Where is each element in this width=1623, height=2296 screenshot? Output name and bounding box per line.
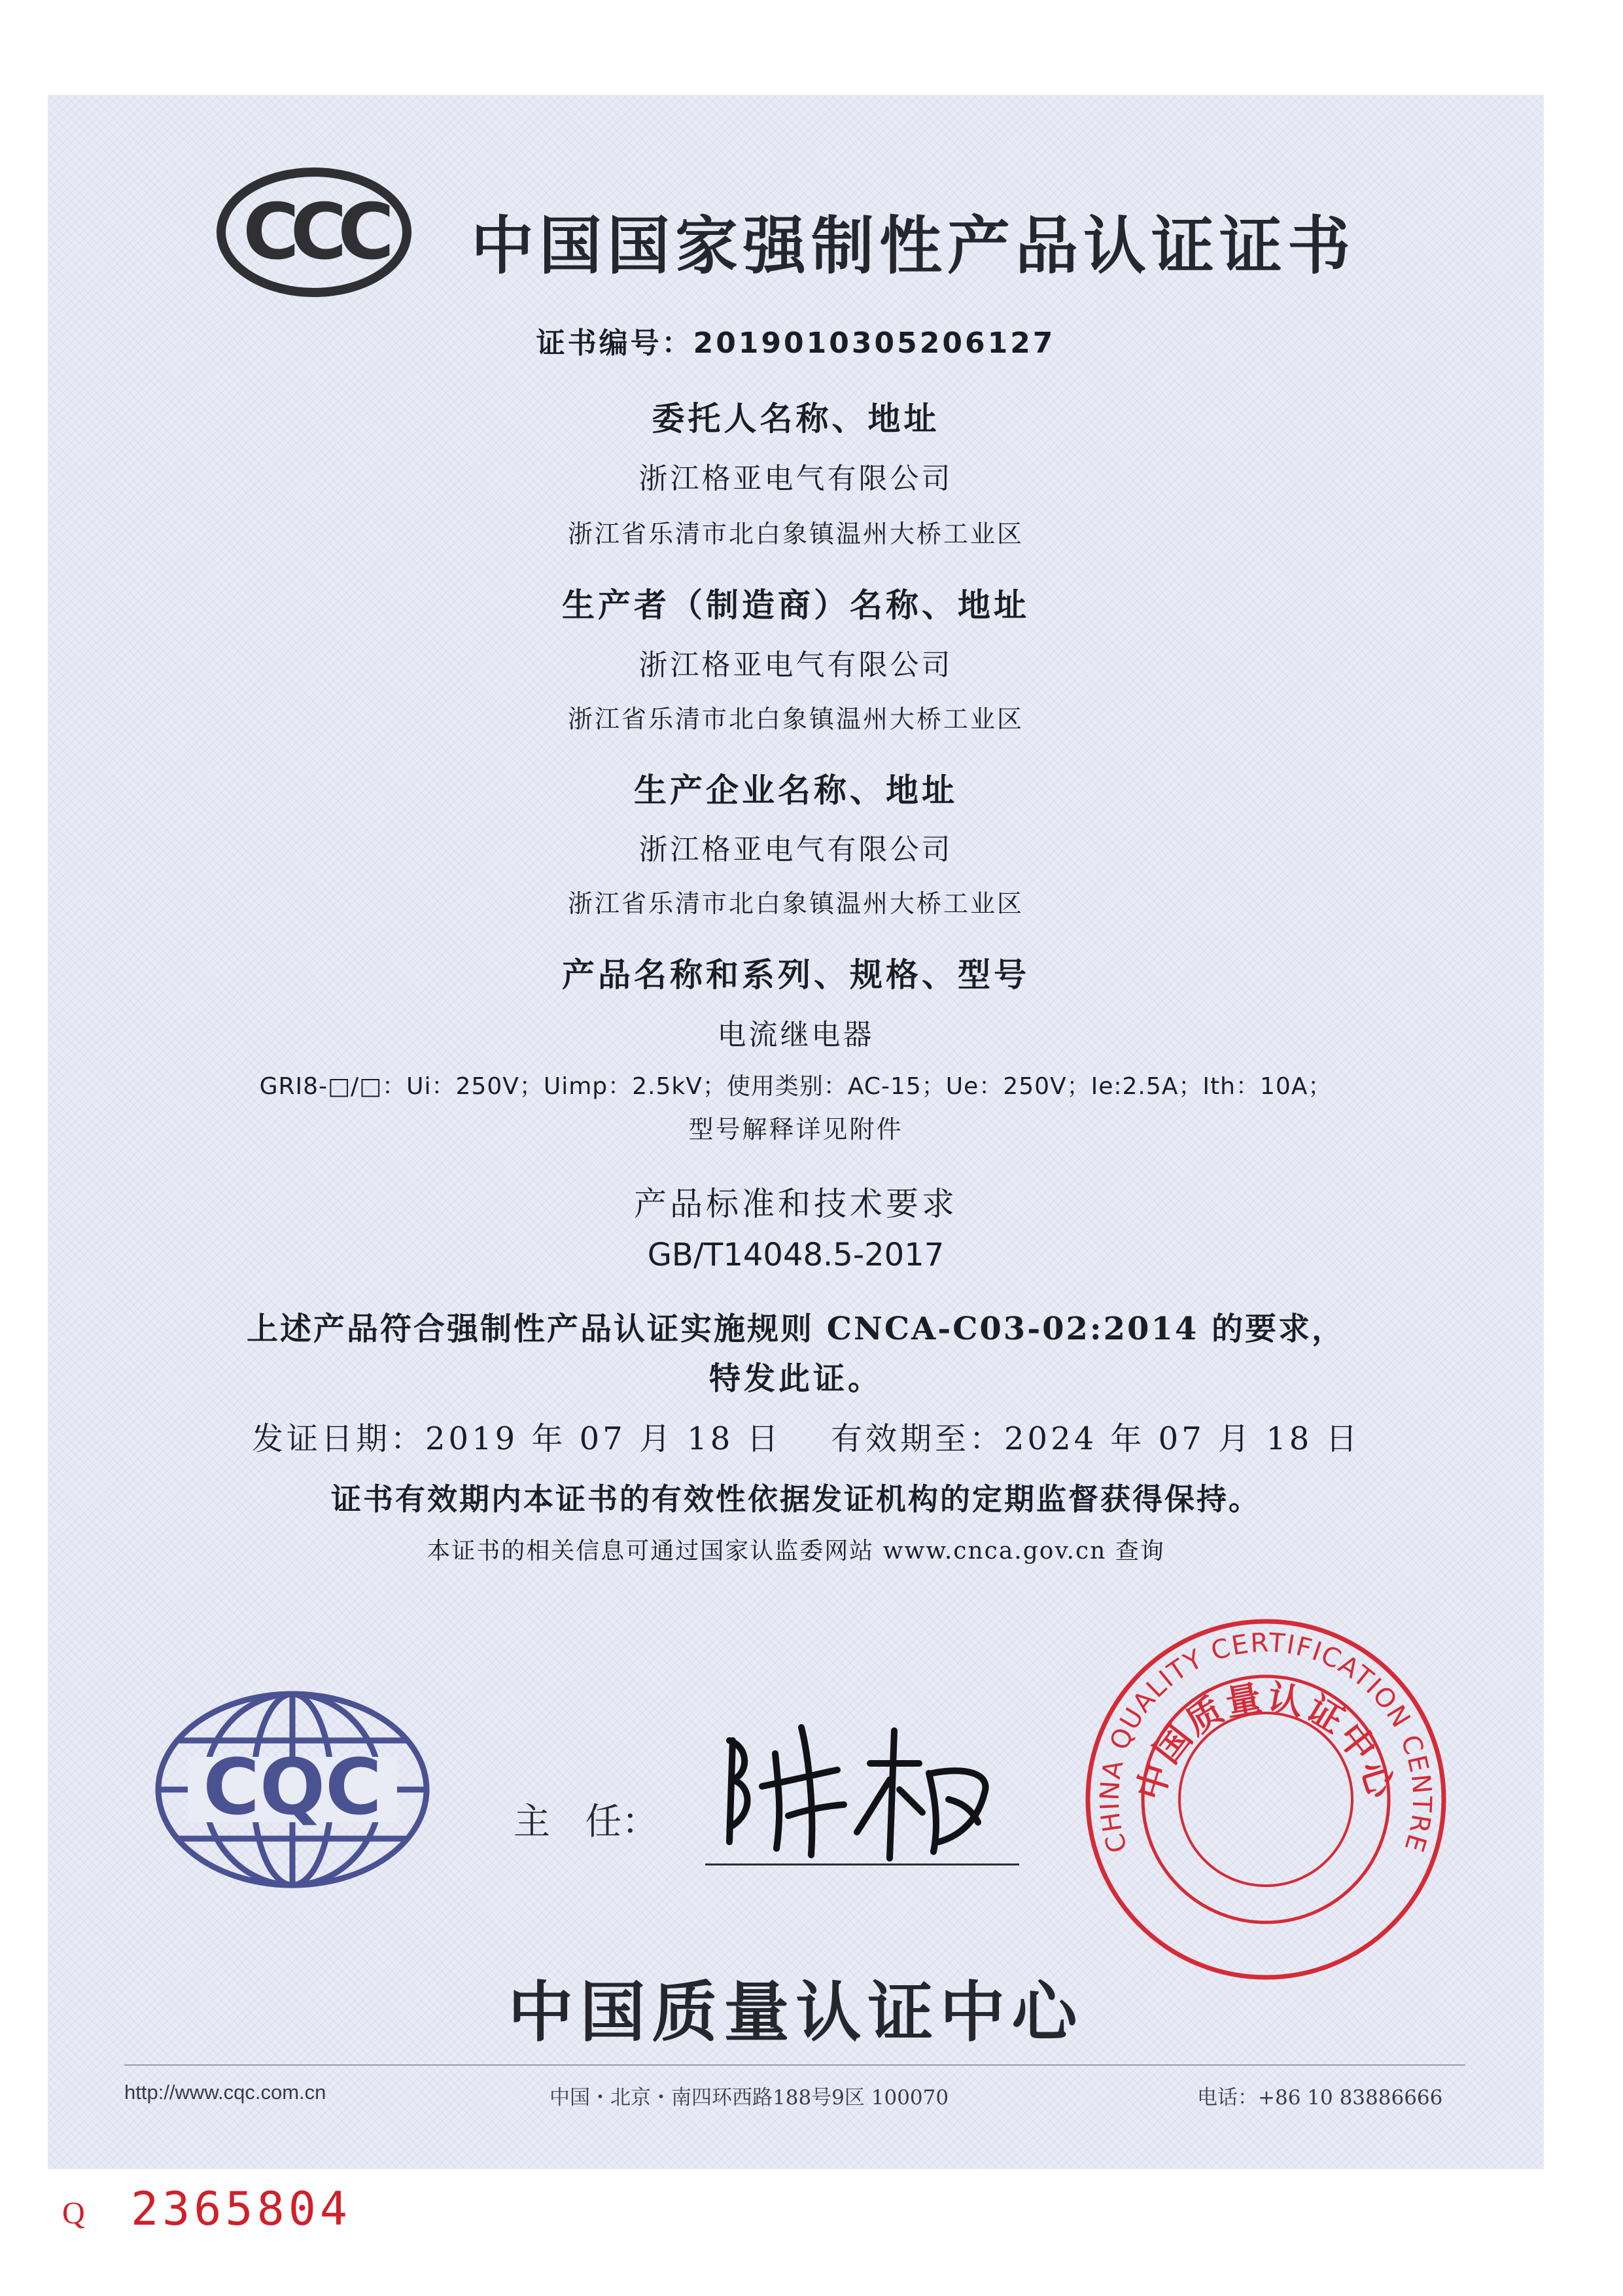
product-name: 电流继电器	[717, 1018, 875, 1051]
director-label: 主 任：	[514, 1801, 659, 1843]
factory-address: 浙江省乐清市北白象镇温州大桥工业区	[567, 889, 1024, 918]
serial-number: 2365804	[131, 2182, 352, 2236]
issuer-name: 中国质量认证中心	[508, 1974, 1084, 2051]
standard-heading: 产品标准和技术要求	[634, 1185, 958, 1223]
footer-address: 中国・北京・南四环西路188号9区 100070	[550, 2086, 949, 2110]
cqc-logo	[152, 1688, 433, 1891]
footer-divider	[124, 2064, 1465, 2066]
client-address: 浙江省乐清市北白象镇温州大桥工业区	[567, 520, 1024, 548]
product-spec: GRI8-□/□：Ui：250V；Uimp：2.5kV；使用类别：AC-15；Ue：250V；Ie:2.5A；Ith：10A；	[259, 1073, 1333, 1100]
product-spec-note: 型号解释详见附件	[688, 1115, 903, 1144]
certificate-number	[48, 319, 1544, 361]
ccc-logo	[216, 167, 412, 298]
standard-value: GB/T14048.5-2017	[647, 1237, 945, 1273]
ccc-logo-text: CCC	[243, 186, 385, 277]
certificate-title: 中国国家强制性产品认证证书	[471, 209, 1355, 283]
expiry-date: 有效期至：2024 年 07 月 18 日	[831, 1421, 1361, 1457]
manufacturer-name: 浙江格亚电气有限公司	[638, 648, 953, 682]
official-seal	[1083, 1616, 1449, 1983]
product-heading: 产品名称和系列、规格、型号	[562, 955, 1030, 994]
manufacturer-heading: 生产者（制造商）名称、地址	[562, 586, 1030, 624]
signature-image	[703, 1701, 1017, 1871]
statement-line2: 特发此证。	[708, 1360, 882, 1397]
factory-heading: 生产企业名称、地址	[634, 771, 958, 809]
certificate-number-label: 证书编号：	[536, 327, 693, 360]
statement-line1: 上述产品符合强制性产品认证实施规则 CNCA-C03-02:2014 的要求，	[247, 1311, 1345, 1347]
manufacturer-address: 浙江省乐清市北白象镇温州大桥工业区	[567, 705, 1024, 733]
client-name: 浙江格亚电气有限公司	[638, 462, 953, 495]
seal-inner-text: 中国质量认证中心	[1128, 1676, 1404, 1805]
certificate-number-value: 2019010305206127	[693, 327, 1056, 360]
seal-outer-text: CHINA QUALITY CERTIFICATION CENTRE	[1094, 1627, 1437, 1857]
footer-website: http://www.cqc.com.cn	[124, 2081, 326, 2104]
factory-name: 浙江格亚电气有限公司	[638, 833, 953, 866]
cqc-logo-text: CQC	[203, 1742, 382, 1832]
client-heading: 委托人名称、地址	[652, 399, 940, 438]
issue-date: 发证日期：2019 年 07 月 18 日	[252, 1421, 782, 1457]
signature-line	[705, 1863, 1019, 1865]
validity-note: 证书有效期内本证书的有效性依据发证机构的定期监督获得保持。	[331, 1481, 1261, 1517]
footer-phone: 电话：+86 10 83886666	[1197, 2086, 1443, 2110]
query-note: 本证书的相关信息可通过国家认监委网站 www.cnca.gov.cn 查询	[427, 1538, 1165, 1564]
serial-prefix: Q	[62, 2196, 85, 2231]
